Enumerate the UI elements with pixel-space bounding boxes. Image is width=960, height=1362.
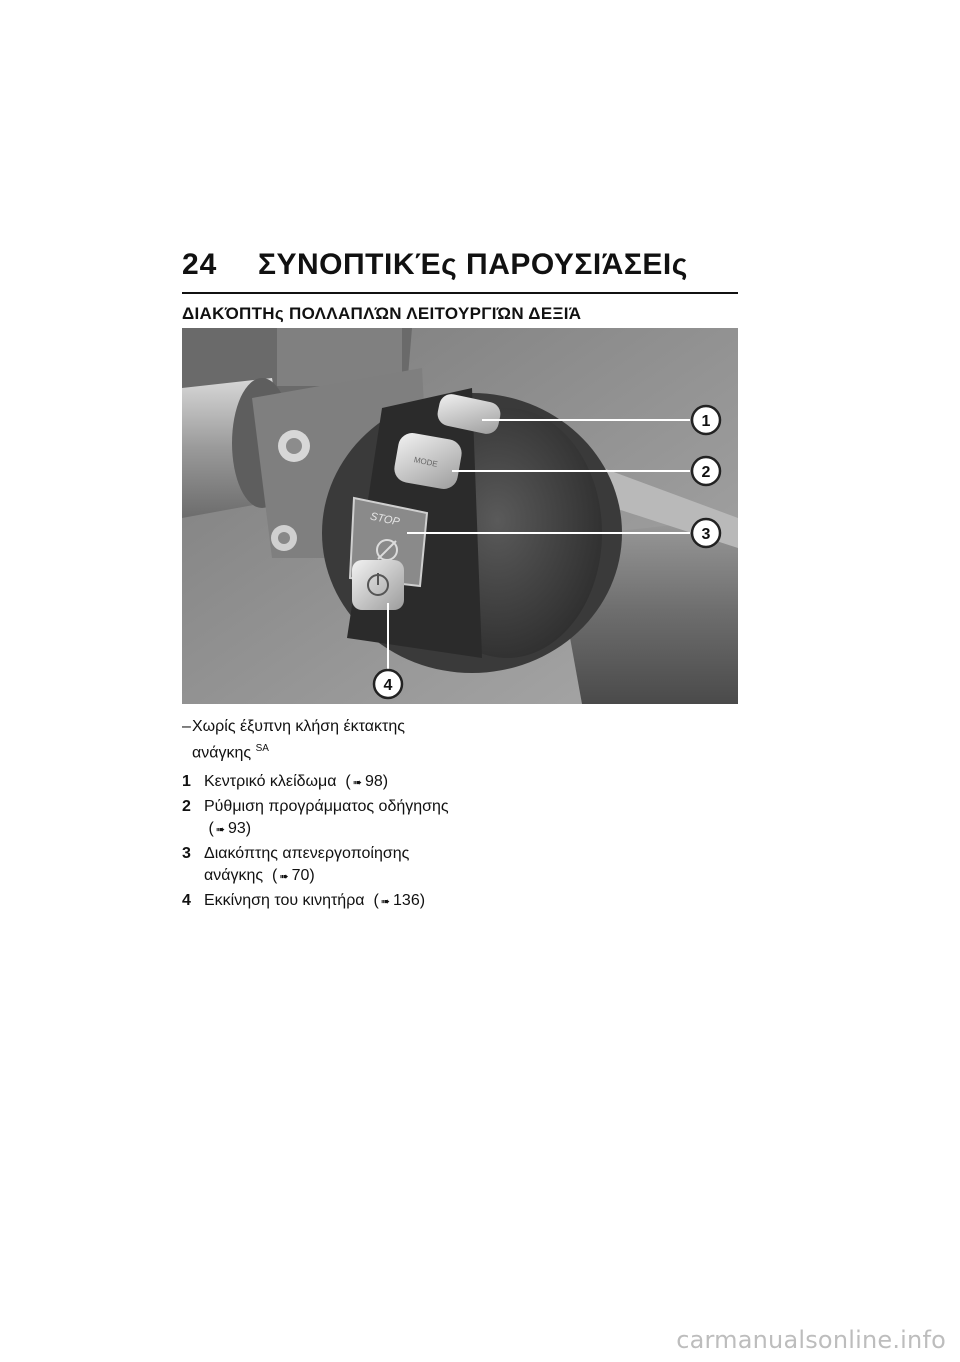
legend-number: 3 [182, 845, 191, 862]
legend-number: 4 [182, 892, 191, 909]
page-ref[interactable]: 136) [393, 892, 426, 909]
legend-number: 2 [182, 798, 191, 815]
page-ref-arrow-icon: ➠ [215, 824, 225, 836]
svg-text:2: 2 [701, 464, 711, 481]
mode-label: MODE [413, 455, 439, 469]
section-title: ΔΙΑΚΌΠΤΗς ΠΟΛΛΑΠΛΏΝ ΛΕΙΤΟΥΡΓΙΏΝ ΔΕΞΙΆ [182, 304, 582, 323]
watermark: carmanualsonline.info [676, 1326, 946, 1354]
chapter-title: ΣΥΝΟΠΤΙΚΈς ΠΑΡΟΥΣΙΆΣΕΙς [258, 248, 688, 281]
legend-item: 1 Κεντρικό κλείδωμα ( ➠ 98) [182, 771, 462, 794]
legend-list [182, 771, 462, 915]
legend-number: 1 [182, 773, 191, 790]
stop-label: STOP [369, 510, 401, 529]
page-ref[interactable]: 70) [291, 867, 315, 884]
page-ref[interactable]: 93) [228, 820, 252, 837]
handlebar-switch-photo [182, 328, 738, 704]
svg-text:3: 3 [701, 526, 711, 543]
legend-text: Ρύθμιση προγράμματος οδήγησης [204, 798, 449, 815]
legend-text: Κεντρικό κλείδωμα [204, 773, 337, 790]
legend-item: 2 Ρύθμιση προγράμματος οδήγησης ( ➠ 93) [182, 796, 462, 841]
equipment-note [182, 716, 452, 764]
callout-2 [692, 457, 720, 485]
page-number: 24 [182, 248, 218, 281]
svg-text:4: 4 [383, 677, 393, 694]
page-ref[interactable]: 98) [364, 773, 389, 790]
note-dash: – [182, 718, 191, 735]
callout-1 [692, 406, 720, 434]
note-superscript: SA [255, 743, 269, 754]
svg-text:1: 1 [701, 413, 711, 430]
legend-item: 3 Διακόπτης απενεργοποίησης ανάγκης ( ➠ 70) [182, 843, 462, 888]
page-header [182, 248, 738, 288]
header-divider [182, 292, 738, 294]
page-ref-arrow-icon: ➠ [352, 777, 362, 789]
callout-4 [374, 670, 402, 698]
legend-item: 4 Εκκίνηση του κινητήρα ( ➠ 136) [182, 890, 462, 913]
page-ref-arrow-icon: ➠ [380, 896, 391, 908]
legend-text: Εκκίνηση του κινητήρα [204, 892, 365, 909]
note-text: Χωρίς έξυπνη κλήση έκτακτης ανάγκης [192, 718, 405, 762]
page-ref-arrow-icon: ➠ [279, 871, 289, 883]
legend-text: Διακόπτης απενεργοποίησης ανάγκης [204, 845, 410, 884]
callout-3 [692, 519, 720, 547]
